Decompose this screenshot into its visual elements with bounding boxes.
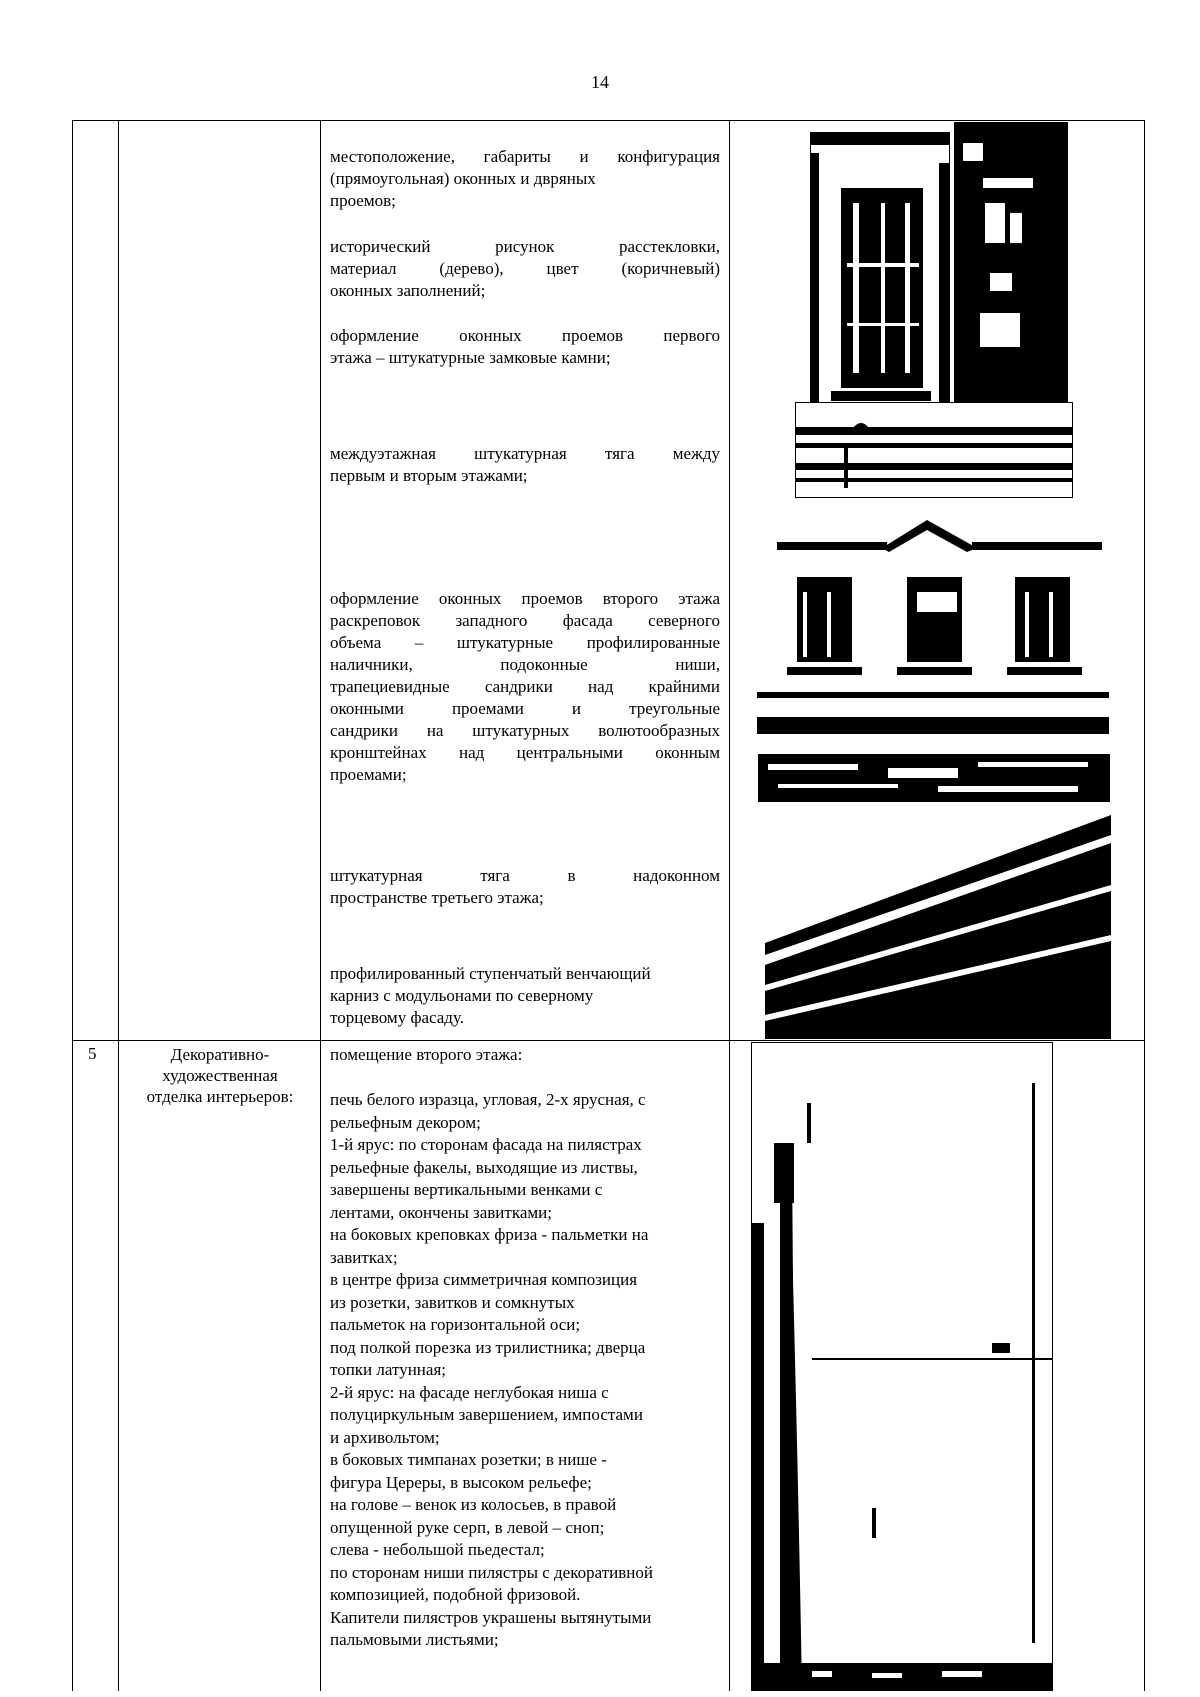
line: печь белого изразца, угловая, 2-х ярусная, с bbox=[330, 1090, 646, 1109]
row5-description bbox=[330, 1044, 725, 1652]
line: оформление оконных проемов второго этажа bbox=[330, 589, 720, 608]
row4-item-4 bbox=[330, 588, 720, 786]
line: композицией, подобной фризовой. bbox=[330, 1585, 581, 1604]
row4-item-3 bbox=[330, 443, 720, 487]
line: отделка интерьеров: bbox=[146, 1087, 294, 1106]
line: завитках; bbox=[330, 1247, 398, 1267]
line: оконных заполнений; bbox=[330, 281, 486, 300]
page-number: 14 bbox=[591, 72, 609, 92]
row-divider bbox=[72, 1040, 1145, 1041]
column-divider-description bbox=[729, 120, 730, 1691]
photo-window-keystone bbox=[954, 122, 1068, 412]
table-border-top bbox=[72, 120, 1145, 121]
line: на голове – венок из колосьев, в правой bbox=[330, 1495, 617, 1514]
line: междуэтажная штукатурная тяга между bbox=[330, 444, 720, 463]
heritage-table bbox=[72, 120, 1145, 1691]
line: исторический рисунок расстекловки, bbox=[330, 237, 720, 256]
line: пальмовыми листьями; bbox=[330, 1630, 499, 1649]
line: карниз с модульонами по северному bbox=[330, 986, 594, 1005]
line: местоположение, габариты и конфигурация bbox=[330, 147, 720, 166]
column-divider-name bbox=[320, 120, 321, 1691]
line: фигура Цереры, в высоком рельефе; bbox=[330, 1472, 592, 1492]
line: 1-й ярус: по сторонам фасада на пилястрах bbox=[330, 1135, 642, 1154]
line: топки латунная; bbox=[330, 1360, 446, 1379]
line: профилированный ступенчатый венчающий bbox=[330, 964, 651, 983]
line: Капители пилястров украшены вытянутыми bbox=[330, 1607, 652, 1627]
line: завершены вертикальными венками с bbox=[330, 1180, 603, 1199]
photo-cornice bbox=[765, 815, 1111, 1039]
column-divider-number bbox=[118, 120, 119, 1691]
row5-name bbox=[122, 1044, 318, 1107]
line: помещение второго этажа: bbox=[330, 1045, 523, 1064]
line: трапециевидные сандрики над крайними bbox=[330, 677, 720, 696]
line: торцевому фасаду. bbox=[330, 1008, 464, 1027]
photo-interstory-molding bbox=[795, 402, 1073, 498]
line: рельефным декором; bbox=[330, 1112, 481, 1132]
line: под полкой порезка из трилистника; дверца bbox=[330, 1337, 646, 1357]
line bbox=[330, 1067, 725, 1090]
line: Декоративно- bbox=[170, 1045, 270, 1064]
line: сандрики на штукатурных волютообразных bbox=[330, 721, 720, 740]
line: 2-й ярус: на фасаде неглубокая ниша с bbox=[330, 1382, 609, 1402]
line: опущенной руке серп, в левой – сноп; bbox=[330, 1517, 605, 1537]
line: штукатурная тяга в надоконном bbox=[330, 866, 720, 885]
line: на боковых креповках фриза - пальметки на bbox=[330, 1225, 649, 1244]
line: лентами, окончены завитками; bbox=[330, 1202, 552, 1222]
line: оформление оконных проемов первого bbox=[330, 326, 720, 345]
line: проемов; bbox=[330, 191, 396, 210]
photo-third-floor-molding bbox=[758, 754, 1110, 802]
line: в боковых тимпанах розетки; в нише - bbox=[330, 1450, 607, 1469]
line: из розетки, завитков и сомкнутых bbox=[330, 1292, 575, 1312]
row4-item-5 bbox=[330, 865, 720, 909]
table-border-right bbox=[1144, 120, 1145, 1691]
line: наличники, подоконные ниши, bbox=[330, 655, 720, 674]
line: пальметок на горизонтальной оси; bbox=[330, 1315, 581, 1334]
photo-window-first-floor bbox=[810, 132, 950, 414]
line: оконными проемами и треугольные bbox=[330, 699, 720, 718]
line: материал (дерево), цвет (коричневый) bbox=[330, 259, 720, 278]
photo-second-floor-windows bbox=[757, 512, 1109, 734]
line: полуциркульным завершением, импостами bbox=[330, 1405, 643, 1424]
line: рельефные факелы, выходящие из листвы, bbox=[330, 1157, 638, 1177]
line: художественная bbox=[162, 1066, 278, 1085]
line: и архивольтом; bbox=[330, 1427, 440, 1447]
row4-item-6 bbox=[330, 963, 720, 1029]
line: первым и вторым этажами; bbox=[330, 466, 528, 485]
photo-tiled-stove bbox=[751, 1042, 1053, 1691]
line: в центре фриза симметричная композиция bbox=[330, 1270, 638, 1289]
line: этажа – штукатурные замковые камни; bbox=[330, 348, 611, 367]
row5-number: 5 bbox=[88, 1044, 97, 1063]
line: по сторонам ниши пилястры с декоративной bbox=[330, 1562, 653, 1582]
line: проемами; bbox=[330, 765, 407, 784]
line: (прямоугольная) оконных и двряных bbox=[330, 169, 596, 188]
row4-item-2 bbox=[330, 325, 720, 369]
row4-item-0 bbox=[330, 146, 720, 212]
line: кронштейнах над центральными оконным bbox=[330, 743, 720, 762]
line: слева - небольшой пьедестал; bbox=[330, 1540, 545, 1559]
table-border-left bbox=[72, 120, 73, 1691]
line: объема – штукатурные профилированные bbox=[330, 633, 720, 652]
line: раскреповок западного фасада северного bbox=[330, 611, 720, 630]
row4-item-1 bbox=[330, 236, 720, 302]
line: пространстве третьего этажа; bbox=[330, 888, 544, 907]
